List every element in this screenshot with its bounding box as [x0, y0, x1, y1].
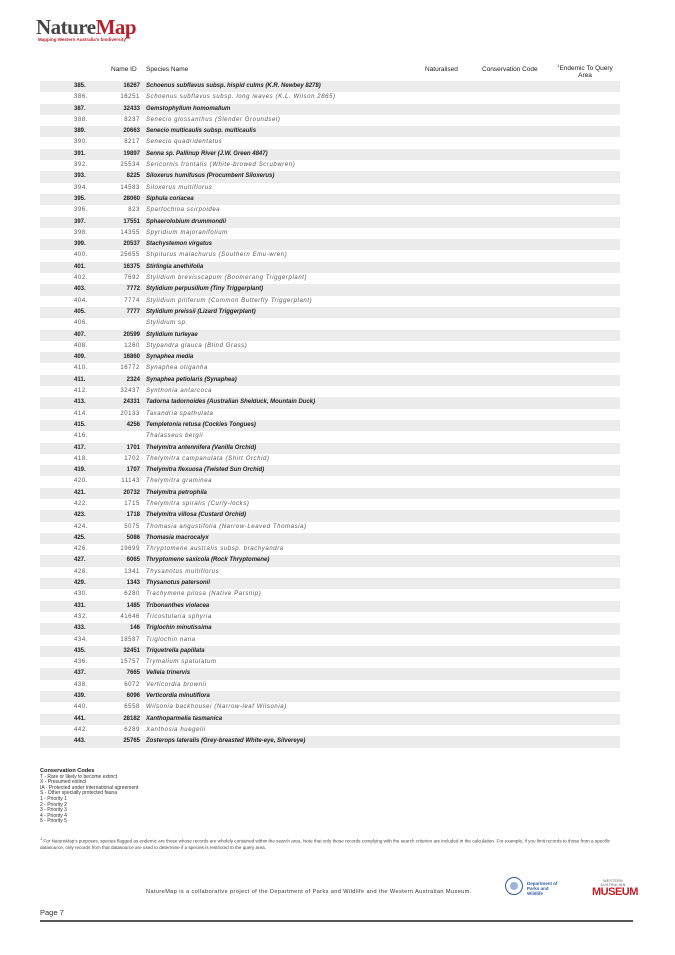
row-name-id: 7777 — [126, 308, 140, 315]
row-number: 439. — [74, 693, 86, 700]
row-number: 407. — [74, 331, 86, 338]
table-row — [40, 646, 620, 657]
row-species-name: Templetonia retusa (Cockies Tongues) — [146, 421, 256, 428]
conservation-code-line: 3 - Priority 3 — [40, 807, 67, 814]
row-name-id: 28182 — [123, 715, 140, 722]
row-number: 434. — [74, 636, 89, 643]
table-row — [40, 205, 620, 216]
row-number: 442. — [74, 726, 89, 733]
table-row — [40, 612, 620, 623]
row-species-name: Triglochin nana — [146, 636, 196, 643]
header-conservation-code: Conservation Code — [482, 66, 538, 73]
row-name-id: 6065 — [126, 557, 140, 564]
row-species-name: Thysanotus multiflorus — [146, 568, 220, 575]
row-number: 391. — [74, 150, 86, 157]
row-name-id: 14583 — [120, 184, 140, 191]
table-row — [40, 510, 620, 521]
table-row — [40, 126, 620, 137]
row-number: 428. — [74, 568, 89, 575]
row-name-id: 6289 — [124, 726, 140, 733]
row-name-id: 6280 — [124, 591, 140, 598]
row-species-name: Thalasseus bergii — [146, 433, 204, 440]
row-species-name: Xanthosia huegelii — [146, 726, 206, 733]
row-species-name: Sericornis frontalis (White-browed Scrubwren) — [146, 162, 296, 169]
conservation-codes-list — [40, 775, 138, 825]
row-species-name: Tricostularia sphyria — [146, 613, 212, 620]
row-name-id: 16251 — [120, 94, 140, 101]
row-number: 422. — [74, 500, 89, 507]
table-row — [40, 104, 620, 115]
row-number: 441. — [74, 715, 86, 722]
row-number: 424. — [74, 523, 89, 530]
row-name-id: 20133 — [120, 410, 140, 417]
row-name-id: 1343 — [126, 580, 140, 587]
row-name-id: 16772 — [120, 365, 140, 372]
row-number: 387. — [74, 105, 86, 112]
row-species-name: Trachymene pilosa (Native Parsnip) — [146, 591, 262, 598]
row-name-id: 5086 — [126, 534, 140, 541]
row-number: 413. — [74, 399, 86, 406]
table-row — [40, 341, 620, 352]
table-row — [40, 149, 620, 160]
row-number: 420. — [74, 478, 89, 485]
row-name-id: 20663 — [123, 128, 140, 135]
row-number: 403. — [74, 286, 86, 293]
row-name-id: 7665 — [126, 670, 140, 677]
row-name-id: 8237 — [124, 116, 140, 123]
row-number: 436. — [74, 659, 89, 666]
row-number: 395. — [74, 195, 86, 202]
table-row — [40, 443, 620, 454]
row-number: 386. — [74, 94, 89, 101]
table-row — [40, 386, 620, 397]
row-name-id: 17551 — [123, 218, 140, 225]
row-species-name: Thomasia angustifolia (Narrow-Leaved Thomasia) — [146, 523, 307, 530]
table-row — [40, 555, 620, 566]
row-species-name: Thelymitra flexuosa (Twisted Sun Orchid) — [146, 467, 265, 474]
row-species-name: Thysanotus patersonii — [146, 580, 211, 587]
table-row — [40, 375, 620, 386]
row-species-name: Triquetrella papillata — [146, 647, 205, 654]
row-species-name: Stipiturus malachurus (Southern Emu-wren) — [146, 252, 288, 259]
row-name-id: 25655 — [120, 252, 140, 259]
row-number: 404. — [74, 297, 89, 304]
row-number: 433. — [74, 625, 86, 632]
footer-divider — [40, 920, 633, 922]
page-number: Page 7 — [40, 908, 64, 917]
row-species-name: Senecio multicaulis subsp. multicaulis — [146, 128, 257, 135]
row-species-name: Thelymitra campanulata (Shirt Orchid) — [146, 455, 270, 462]
row-species-name: Synthonia antarcoca — [146, 388, 213, 395]
row-species-name: Synaphea otiganha — [146, 365, 208, 372]
row-name-id: 1341 — [124, 568, 140, 575]
row-name-id: 1707 — [126, 467, 140, 474]
table-row — [40, 691, 620, 702]
table-row — [40, 273, 620, 284]
table-row — [40, 522, 620, 533]
row-name-id: 28060 — [123, 195, 140, 202]
row-name-id: 7692 — [124, 275, 140, 282]
table-row — [40, 465, 620, 476]
museum-logo — [592, 879, 638, 898]
row-species-name: Tadorna tadornoides (Australian Shelduck, Mountain Duck) — [146, 399, 316, 406]
table-row — [40, 262, 620, 273]
row-species-name: Stachystemon virgatus — [146, 241, 213, 248]
row-species-name: Tribonanthes violacea — [146, 602, 210, 609]
header-endemic: $^1$Endemic To Query Area — [557, 63, 613, 80]
row-number: 421. — [74, 489, 86, 496]
table-row — [40, 420, 620, 431]
row-name-id: 20732 — [123, 489, 140, 496]
row-number: 388. — [74, 116, 89, 123]
row-number: 385. — [74, 83, 86, 89]
row-number: 437. — [74, 670, 86, 677]
row-name-id: 41646 — [120, 613, 140, 620]
row-species-name: Thomasia macrocalyx — [146, 534, 209, 541]
row-name-id: 18587 — [120, 636, 140, 643]
row-name-id: 16375 — [123, 263, 140, 270]
table-row — [40, 578, 620, 589]
row-number: 440. — [74, 704, 89, 711]
row-species-name: Spartochloa scirpoidea — [146, 207, 221, 214]
row-species-name: Sphaerolobium drummondii — [146, 218, 227, 225]
row-number: 430. — [74, 591, 89, 598]
row-species-name: Thelymitra antennifera (Vanilla Orchid) — [146, 444, 257, 451]
row-number: 431. — [74, 602, 86, 609]
row-name-id: 32433 — [123, 105, 140, 112]
row-species-name: Gemstophyllum homomallum — [146, 105, 231, 112]
row-number: 397. — [74, 218, 86, 225]
row-species-name: Stylidium turleyae — [146, 331, 198, 338]
row-species-name: Schoenus subflavus subsp. hispid culms (K.R. Newbey 8278) — [146, 83, 321, 89]
table-row — [40, 171, 620, 182]
table-row — [40, 601, 620, 612]
table-row — [40, 488, 620, 499]
row-name-id: 1718 — [126, 512, 140, 519]
table-row — [40, 567, 620, 578]
row-number: 394. — [74, 184, 89, 191]
dpaw-logo-text: Department of Parks and Wildlife — [527, 881, 558, 896]
row-species-name: Schoenus subflavus subsp. long leaves (K.L. Wilson 2865) — [146, 94, 336, 101]
table-row — [40, 668, 620, 679]
row-number: 410. — [74, 365, 89, 372]
table-row — [40, 680, 620, 691]
table-row — [40, 409, 620, 420]
table-row — [40, 476, 620, 487]
table-row — [40, 81, 620, 92]
table-header — [40, 64, 620, 80]
row-name-id: 4256 — [126, 421, 140, 428]
table-row — [40, 183, 620, 194]
row-species-name: Xanthoparmelia tasmanica — [146, 715, 223, 722]
table-row — [40, 725, 620, 736]
table-row — [40, 115, 620, 126]
row-number: 412. — [74, 388, 89, 395]
row-name-id: 6558 — [124, 704, 140, 711]
table-row — [40, 589, 620, 600]
table-row — [40, 657, 620, 668]
row-species-name: Velleia trinervis — [146, 670, 191, 677]
row-species-name: Taxandria spathulata — [146, 410, 214, 417]
row-name-id: 5075 — [124, 523, 140, 530]
table-row — [40, 228, 620, 239]
row-species-name: Siphula coriacea — [146, 195, 194, 202]
table-row — [40, 92, 620, 103]
row-species-name: Thelymitra petrophila — [146, 489, 208, 496]
header-naturalised: Naturalised — [425, 66, 458, 73]
row-species-name: Thelymitra spiralis (Curly-locks) — [146, 500, 250, 507]
table-row — [40, 499, 620, 510]
row-number: 416. — [74, 433, 89, 440]
table-row — [40, 454, 620, 465]
conservation-code-line: 4 - Priority 4 — [40, 812, 67, 819]
row-number: 398. — [74, 229, 89, 236]
row-number: 427. — [74, 557, 86, 564]
row-number: 389. — [74, 128, 86, 135]
row-name-id: 1260 — [124, 342, 140, 349]
row-species-name: Thelymitra villosa (Custard Orchid) — [146, 512, 247, 519]
row-number: 411. — [74, 376, 86, 383]
row-number: 417. — [74, 444, 86, 451]
museum-logo-big: MUSEUM — [592, 886, 638, 898]
table-row — [40, 160, 620, 171]
conservation-codes-title: Conservation Codes — [40, 768, 95, 774]
conservation-codes — [40, 769, 138, 825]
row-species-name: Synaphea petiolaris (Synaphea) — [146, 376, 237, 383]
row-species-name: Thryptomene australis subsp. brachyandra — [146, 546, 284, 553]
row-number: 419. — [74, 467, 86, 474]
conservation-code-line: 2 - Priority 2 — [40, 801, 67, 808]
row-name-id: 1701 — [126, 444, 140, 451]
row-name-id: 7772 — [126, 286, 140, 293]
conservation-code-line: 5 - Priority 5 — [40, 818, 67, 825]
table-row — [40, 363, 620, 374]
row-number: 438. — [74, 681, 89, 688]
table-row — [40, 318, 620, 329]
row-number: 390. — [74, 139, 89, 146]
row-species-name: Senecio glossanthus (Slender Groundsel) — [146, 116, 281, 123]
conservation-code-line: S - Other specially protected fauna — [40, 790, 117, 797]
table-row — [40, 635, 620, 646]
row-name-id: 15757 — [120, 659, 140, 666]
row-number: 425. — [74, 534, 86, 541]
table-row — [40, 239, 620, 250]
dpaw-logo — [505, 877, 565, 899]
table-row — [40, 544, 620, 555]
row-name-id: 32437 — [120, 388, 140, 395]
conservation-code-line: 1 - Priority 1 — [40, 795, 67, 802]
row-name-id: 6096 — [126, 693, 140, 700]
row-species-name: Triglochin minutissima — [146, 625, 212, 632]
row-species-name: Verticordia brownii — [146, 681, 207, 688]
row-name-id: 823 — [128, 207, 140, 214]
row-name-id: 32451 — [123, 647, 140, 654]
row-name-id: 20537 — [123, 241, 140, 248]
museum-logo-small: WESTERN AUSTRALIAN — [600, 879, 626, 887]
row-number: 426. — [74, 546, 89, 553]
row-number: 435. — [74, 647, 86, 654]
row-species-name: Wilsonia backhousei (Narrow-leaf Wilsonia) — [146, 704, 287, 711]
row-name-id: 1702 — [124, 455, 140, 462]
logo-tagline: Mapping Western Australia's biodiversity — [38, 37, 126, 42]
row-number: 409. — [74, 354, 86, 361]
row-species-name: Stylidium perpusillum (Tiny Triggerplant) — [146, 286, 264, 293]
row-name-id: 19699 — [120, 546, 140, 553]
row-number: 415. — [74, 421, 86, 428]
row-species-name: Senna sp. Pallinup River (J.W. Green 4847) — [146, 150, 268, 157]
row-species-name: Thryptomene saxicola (Rock Thryptomene) — [146, 557, 270, 564]
row-number: 432. — [74, 613, 89, 620]
table-row — [40, 137, 620, 148]
row-number: 396. — [74, 207, 89, 214]
row-name-id: 24331 — [123, 399, 140, 406]
row-name-id: 11143 — [121, 478, 140, 485]
header-species-name: Species Name — [146, 66, 189, 73]
table-row — [40, 307, 620, 318]
row-species-name: Synaphea media — [146, 354, 194, 361]
row-name-id: 1485 — [126, 602, 140, 609]
row-species-name: Stylidium preissii (Lizard Triggerplant) — [146, 308, 256, 315]
table-row — [40, 533, 620, 544]
logo-wordmark: NatureMap — [36, 15, 137, 39]
naturemap-logo — [36, 16, 136, 42]
row-name-id: 7774 — [124, 297, 140, 304]
row-species-name: Stylidium piliferum (Common Butterfly Triggerplant) — [146, 297, 313, 304]
row-name-id: 14355 — [120, 229, 140, 236]
row-number: 399. — [74, 241, 86, 248]
row-number: 401. — [74, 263, 86, 270]
row-number: 408. — [74, 342, 89, 349]
row-name-id: 20599 — [123, 331, 140, 338]
row-number: 393. — [74, 173, 86, 180]
row-name-id: 8217 — [124, 139, 140, 146]
table-row — [40, 217, 620, 228]
row-species-name: Stylidium sp. — [146, 320, 188, 327]
collaboration-note: NatureMap is a collaborative project of the Department of Parks and Wildlife and the Western Australian Museum. — [146, 889, 472, 895]
dpaw-emblem-icon — [505, 877, 523, 895]
row-name-id: 19897 — [123, 150, 140, 157]
row-species-name: Thelymitra graminea — [146, 478, 213, 485]
row-number: 402. — [74, 275, 89, 282]
row-species-name: Senecio quadridentatus — [146, 139, 223, 146]
conservation-code-line: IA - Protected under international agreement — [40, 784, 139, 791]
row-species-name: Stylidium brevisscapum (Boomerang Triggerplant) — [146, 275, 308, 282]
row-name-id: 146 — [129, 625, 140, 632]
row-species-name: Zosterops lateralis (Grey-breasted White-eye, Silvereye) — [146, 738, 306, 745]
row-species-name: Siloxerus humifusus (Procumbent Siloxerus) — [146, 173, 275, 180]
table-row — [40, 714, 620, 725]
row-name-id: 2324 — [126, 376, 140, 383]
row-species-name: Spyridium majoranifolium — [146, 229, 228, 236]
table-row — [40, 736, 620, 747]
table-row — [40, 431, 620, 442]
row-number: 443. — [74, 738, 86, 745]
row-name-id: 8225 — [126, 173, 140, 180]
row-number: 406. — [74, 320, 89, 327]
conservation-code-line: X - Presumed extinct — [40, 779, 87, 786]
row-species-name: Stirlingia anethifolia — [146, 263, 204, 270]
row-species-name: Siloxerus multiflorus — [146, 184, 213, 191]
header-name-id: Name ID — [111, 66, 137, 73]
table-row — [40, 702, 620, 713]
row-number: 414. — [74, 410, 89, 417]
endemic-footnote: $^1$ For NatureMap's purposes, species flagged as endemic are those whose records are wholely contained within the search area. Note that only those records complying with the search criterion are included in the calculation. For example, if you limit records to those from a specific datasource, only records from that datasource are used to determine if a species is restricted to the query area. — [40, 837, 611, 850]
row-name-id: 25765 — [123, 738, 140, 745]
table-row — [40, 352, 620, 363]
row-number: 423. — [74, 512, 86, 519]
table-row — [40, 623, 620, 634]
table-row — [40, 284, 620, 295]
row-name-id: 25534 — [120, 162, 140, 169]
row-number: 405. — [74, 308, 86, 315]
row-species-name: Stypandra glauca (Blind Grass) — [146, 342, 248, 349]
table-row — [40, 397, 620, 408]
conservation-code-line: T - Rare or likely to become extinct — [40, 773, 118, 780]
table-row — [40, 250, 620, 261]
table-row — [40, 194, 620, 205]
row-species-name: Trymalium spatulatum — [146, 659, 217, 666]
species-table — [40, 81, 620, 748]
row-number: 429. — [74, 580, 86, 587]
table-row — [40, 296, 620, 307]
row-number: 392. — [74, 162, 89, 169]
row-name-id: 1715 — [124, 500, 140, 507]
row-name-id: 16860 — [123, 354, 140, 361]
row-name-id: 6072 — [124, 681, 140, 688]
row-number: 418. — [74, 455, 89, 462]
row-number: 400. — [74, 252, 89, 259]
table-row — [40, 330, 620, 341]
row-name-id: 16267 — [123, 83, 140, 89]
row-species-name: Verticordia minutiflora — [146, 693, 210, 700]
